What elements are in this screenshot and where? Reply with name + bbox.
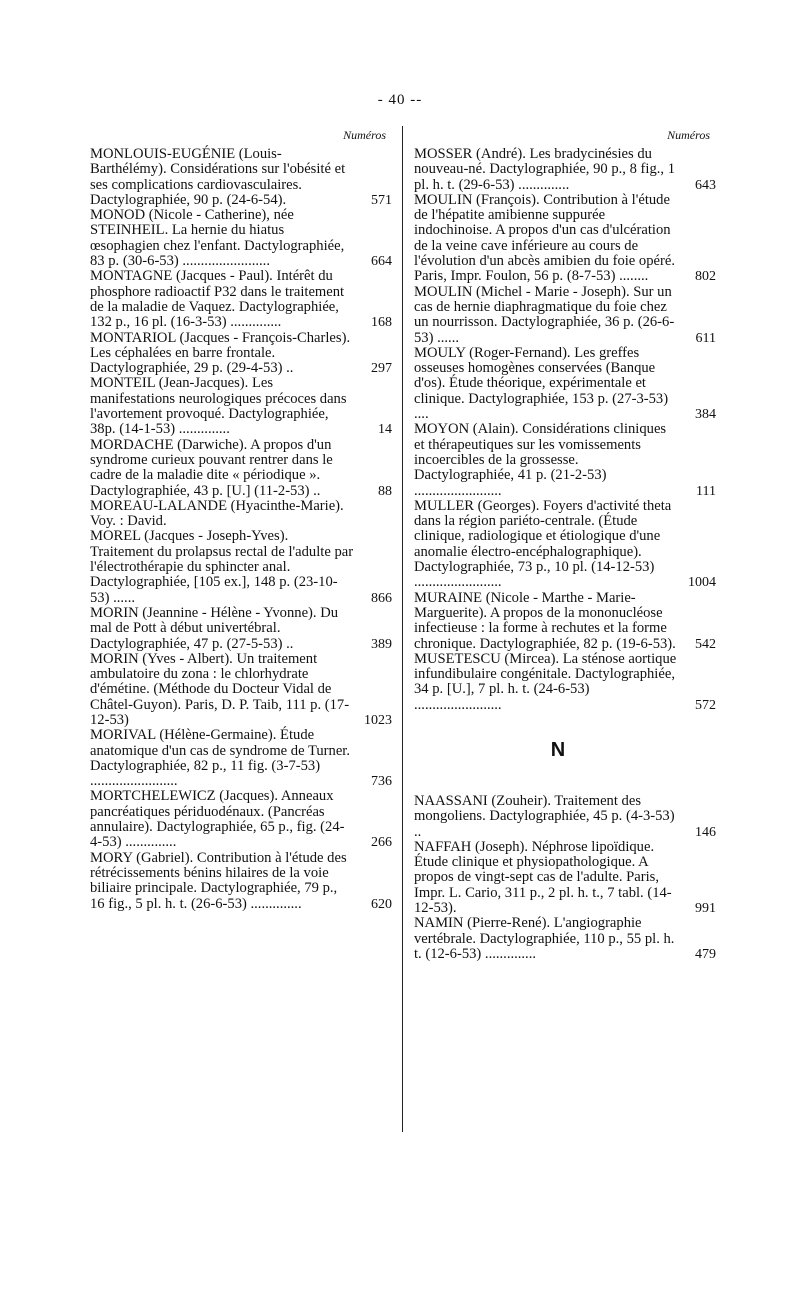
section-letter: N <box>550 738 566 761</box>
entry-text: MOREAU-LALANDE (Hyacinthe-Marie). Voy. : David. <box>90 497 344 530</box>
index-entry <box>414 499 716 591</box>
entry-text: NAMIN (Pierre-René). L'angiographie vertébrale. Dactylographiée, 110 p., 55 pl. h. t. (12-6-53) .............. <box>414 915 675 962</box>
entry-number: 866 <box>371 590 392 606</box>
index-entry <box>414 840 716 916</box>
right-column-header: Numéros <box>667 128 710 142</box>
entry-text: MORTCHELEWICZ (Jacques). Anneaux pancréatiques périduodénaux. (Pancréas annulaire). Dactylographiée, 65 p., fig. (24-4-53) .............. <box>90 788 345 851</box>
index-entry <box>414 285 716 346</box>
index-entry <box>414 916 716 962</box>
entry-number: 1023 <box>364 712 392 728</box>
entry-text: MOULIN (François). Contribution à l'étude de l'hépatite amibienne suppurée indochinoise. A propos d'un cas d'ulcération de la veine cave inférieure au cours de l'évolution d'un abcès amibien du foie opéré. Paris, Impr. Foulon, 56 p. (8-7-53) ........ <box>414 191 675 285</box>
entry-number: 389 <box>371 636 392 652</box>
entry-number: 111 <box>696 483 716 499</box>
entry-number: 991 <box>695 901 716 917</box>
index-entry <box>414 147 716 193</box>
index-entry <box>414 652 716 713</box>
index-entry <box>90 851 392 912</box>
index-entry <box>90 438 392 499</box>
entry-number: 384 <box>695 407 716 423</box>
entry-number: 620 <box>371 896 392 912</box>
column-divider <box>402 126 403 1132</box>
entry-number: 297 <box>371 361 392 377</box>
index-entry <box>414 346 716 422</box>
entry-text: MULLER (Georges). Foyers d'activité theta dans la région pariéto-centrale. (Étude clinique, radiologique et étiologique d'une anomalie électro-encéphalographique). Dactylographiée, 73 p., 10 pl. (14-12-53) ........................ <box>414 497 672 591</box>
index-entry <box>90 652 392 728</box>
entry-number: 611 <box>695 330 716 346</box>
index-entry <box>414 193 716 285</box>
entry-text: MORDACHE (Darwiche). A propos d'un syndrome curieux pouvant rentrer dans le cadre de la maladie dite « périodique ». Dactylographiée, 43 p. [U.] (11-2-53) .. <box>90 436 333 499</box>
entry-number: 266 <box>371 835 392 851</box>
entry-number: 14 <box>378 422 392 438</box>
page-number: - 40 -- <box>377 92 423 108</box>
entry-text: MURAINE (Nicole - Marthe - Marie-Marguerite). A propos de la mononucléose infectieuse : la forme à rechutes et la forme chronique. Dactylographiée, 82 p. (19-6-53). <box>414 589 676 652</box>
index-entry <box>90 376 392 437</box>
entry-text: MOYON (Alain). Considérations cliniques et thérapeutiques sur les vomissements incoercibles de la grossesse. Dactylographiée, 41 p. (21-2-53) ........................ <box>414 421 667 499</box>
index-entry <box>90 529 392 605</box>
entry-number: 736 <box>371 774 392 790</box>
entry-text: MORIN (Yves - Albert). Un traitement ambulatoire du zona : le chlorhydrate d'émétine. (Méthode du Docteur Vidal de Châtel-Guyon). Paris, D. P. Taib, 111 p. (17-12-53) <box>90 650 350 728</box>
entry-number: 571 <box>371 192 392 208</box>
entry-text: MONTEIL (Jean-Jacques). Les manifestations neurologiques précoces dans l'avortement provoqué. Dactylographiée, 38p. (14-1-53) .............. <box>90 375 347 438</box>
entry-text: MOULIN (Michel - Marie - Joseph). Sur un cas de hernie diaphragmatique du foie chez un nourrisson. Dactylographiée, 36 p. (26-6-53) ...... <box>414 283 675 346</box>
index-entry <box>414 591 716 652</box>
entry-text: MOSSER (André). Les bradycinésies du nouveau-né. Dactylographiée, 90 p., 8 fig., 1 pl. h. t. (29-6-53) .............. <box>414 146 675 193</box>
entry-number: 146 <box>695 824 716 840</box>
left-column <box>90 127 392 912</box>
index-entry <box>90 499 392 530</box>
entry-text: MORIN (Jeannine - Hélène - Yvonne). Du mal de Pott à début univertébral. Dactylographiée, 47 p. (27-5-53) .. <box>90 604 339 652</box>
entry-number: 88 <box>378 483 392 499</box>
right-column <box>414 127 716 962</box>
entry-text: MONTAGNE (Jacques - Paul). Intérêt du phosphore radioactif P32 dans le traitement de la maladie de Vaquez. Dactylographiée, 132 p., 16 pl. (16-3-53) .............. <box>90 268 345 331</box>
entry-number: 572 <box>695 697 716 713</box>
index-entry <box>90 269 392 330</box>
entry-number: 1004 <box>688 575 716 591</box>
entry-text: MOREL (Jacques - Joseph-Yves). Traitement du prolapsus rectal de l'adulte par l'électrothérapie du sphincter anal. Dactylographiée, [105 ex.], 148 p. (23-10-53) ...... <box>90 528 354 606</box>
index-entry <box>90 789 392 850</box>
index-entry <box>90 606 392 652</box>
entry-number: 802 <box>695 269 716 285</box>
index-entry <box>414 794 716 840</box>
entry-text: MONTARIOL (Jacques - François-Charles). Les céphalées en barre frontale. Dactylographiée, 29 p. (29-4-53) .. <box>90 329 351 377</box>
left-column-header: Numéros <box>343 128 386 142</box>
entry-text: NAASSANI (Zouheir). Traitement des mongoliens. Dactylographiée, 45 p. (4-3-53) .. <box>414 792 675 840</box>
entry-text: MONLOUIS-EUGÉNIE (Louis-Barthélémy). Considérations sur l'obésité et ses complications cardiovasculaires. Dactylographiée, 90 p. (24-6-54). <box>90 146 346 208</box>
entry-text: MUSETESCU (Mircea). La sténose aortique infundibulaire congénitale. Dactylographiée, 34 p. [U.], 7 pl. h. t. (24-6-53) ........................ <box>414 650 677 713</box>
entry-number: 643 <box>695 177 716 193</box>
entry-text: MOULY (Roger-Fernand). Les greffes osseuses homogènes conservées (Banque d'os). Étude théorique, expérimentale et clinique. Dactylographiée, 153 p. (27-3-53) .... <box>414 344 669 423</box>
entry-number: 664 <box>371 254 392 270</box>
entry-number: 542 <box>695 636 716 652</box>
index-entry <box>414 422 716 498</box>
entry-number: 168 <box>371 315 392 331</box>
entry-text: MORY (Gabriel). Contribution à l'étude des rétrécissements bénins hilaires de la voie biliaire principale. Dactylographiée, 79 p., 16 fig., 5 pl. h. t. (26-6-53) .............. <box>90 849 347 912</box>
entry-text: MONOD (Nicole - Catherine), née STEINHEIL. La hernie du hiatus œsophagien chez l'enfant. Dactylographiée, 83 p. (30-6-53) ........................ <box>90 207 345 270</box>
index-entry <box>90 208 392 269</box>
entry-text: MORIVAL (Hélène-Germaine). Étude anatomique d'un cas de syndrome de Turner. Dactylographiée, 82 p., 11 fig. (3-7-53) ........................ <box>90 727 351 790</box>
entry-number: 479 <box>695 946 716 962</box>
index-entry <box>90 728 392 789</box>
index-entry <box>90 331 392 377</box>
index-entry <box>90 147 392 208</box>
entry-text: NAFFAH (Joseph). Néphrose lipoïdique. Étude clinique et physiopathologique. A propos de vingt-sept cas de l'adulte. Paris, Impr. L. Cario, 311 p., 2 pl. h. t., 7 tabl. (14-12-53). <box>414 838 672 917</box>
